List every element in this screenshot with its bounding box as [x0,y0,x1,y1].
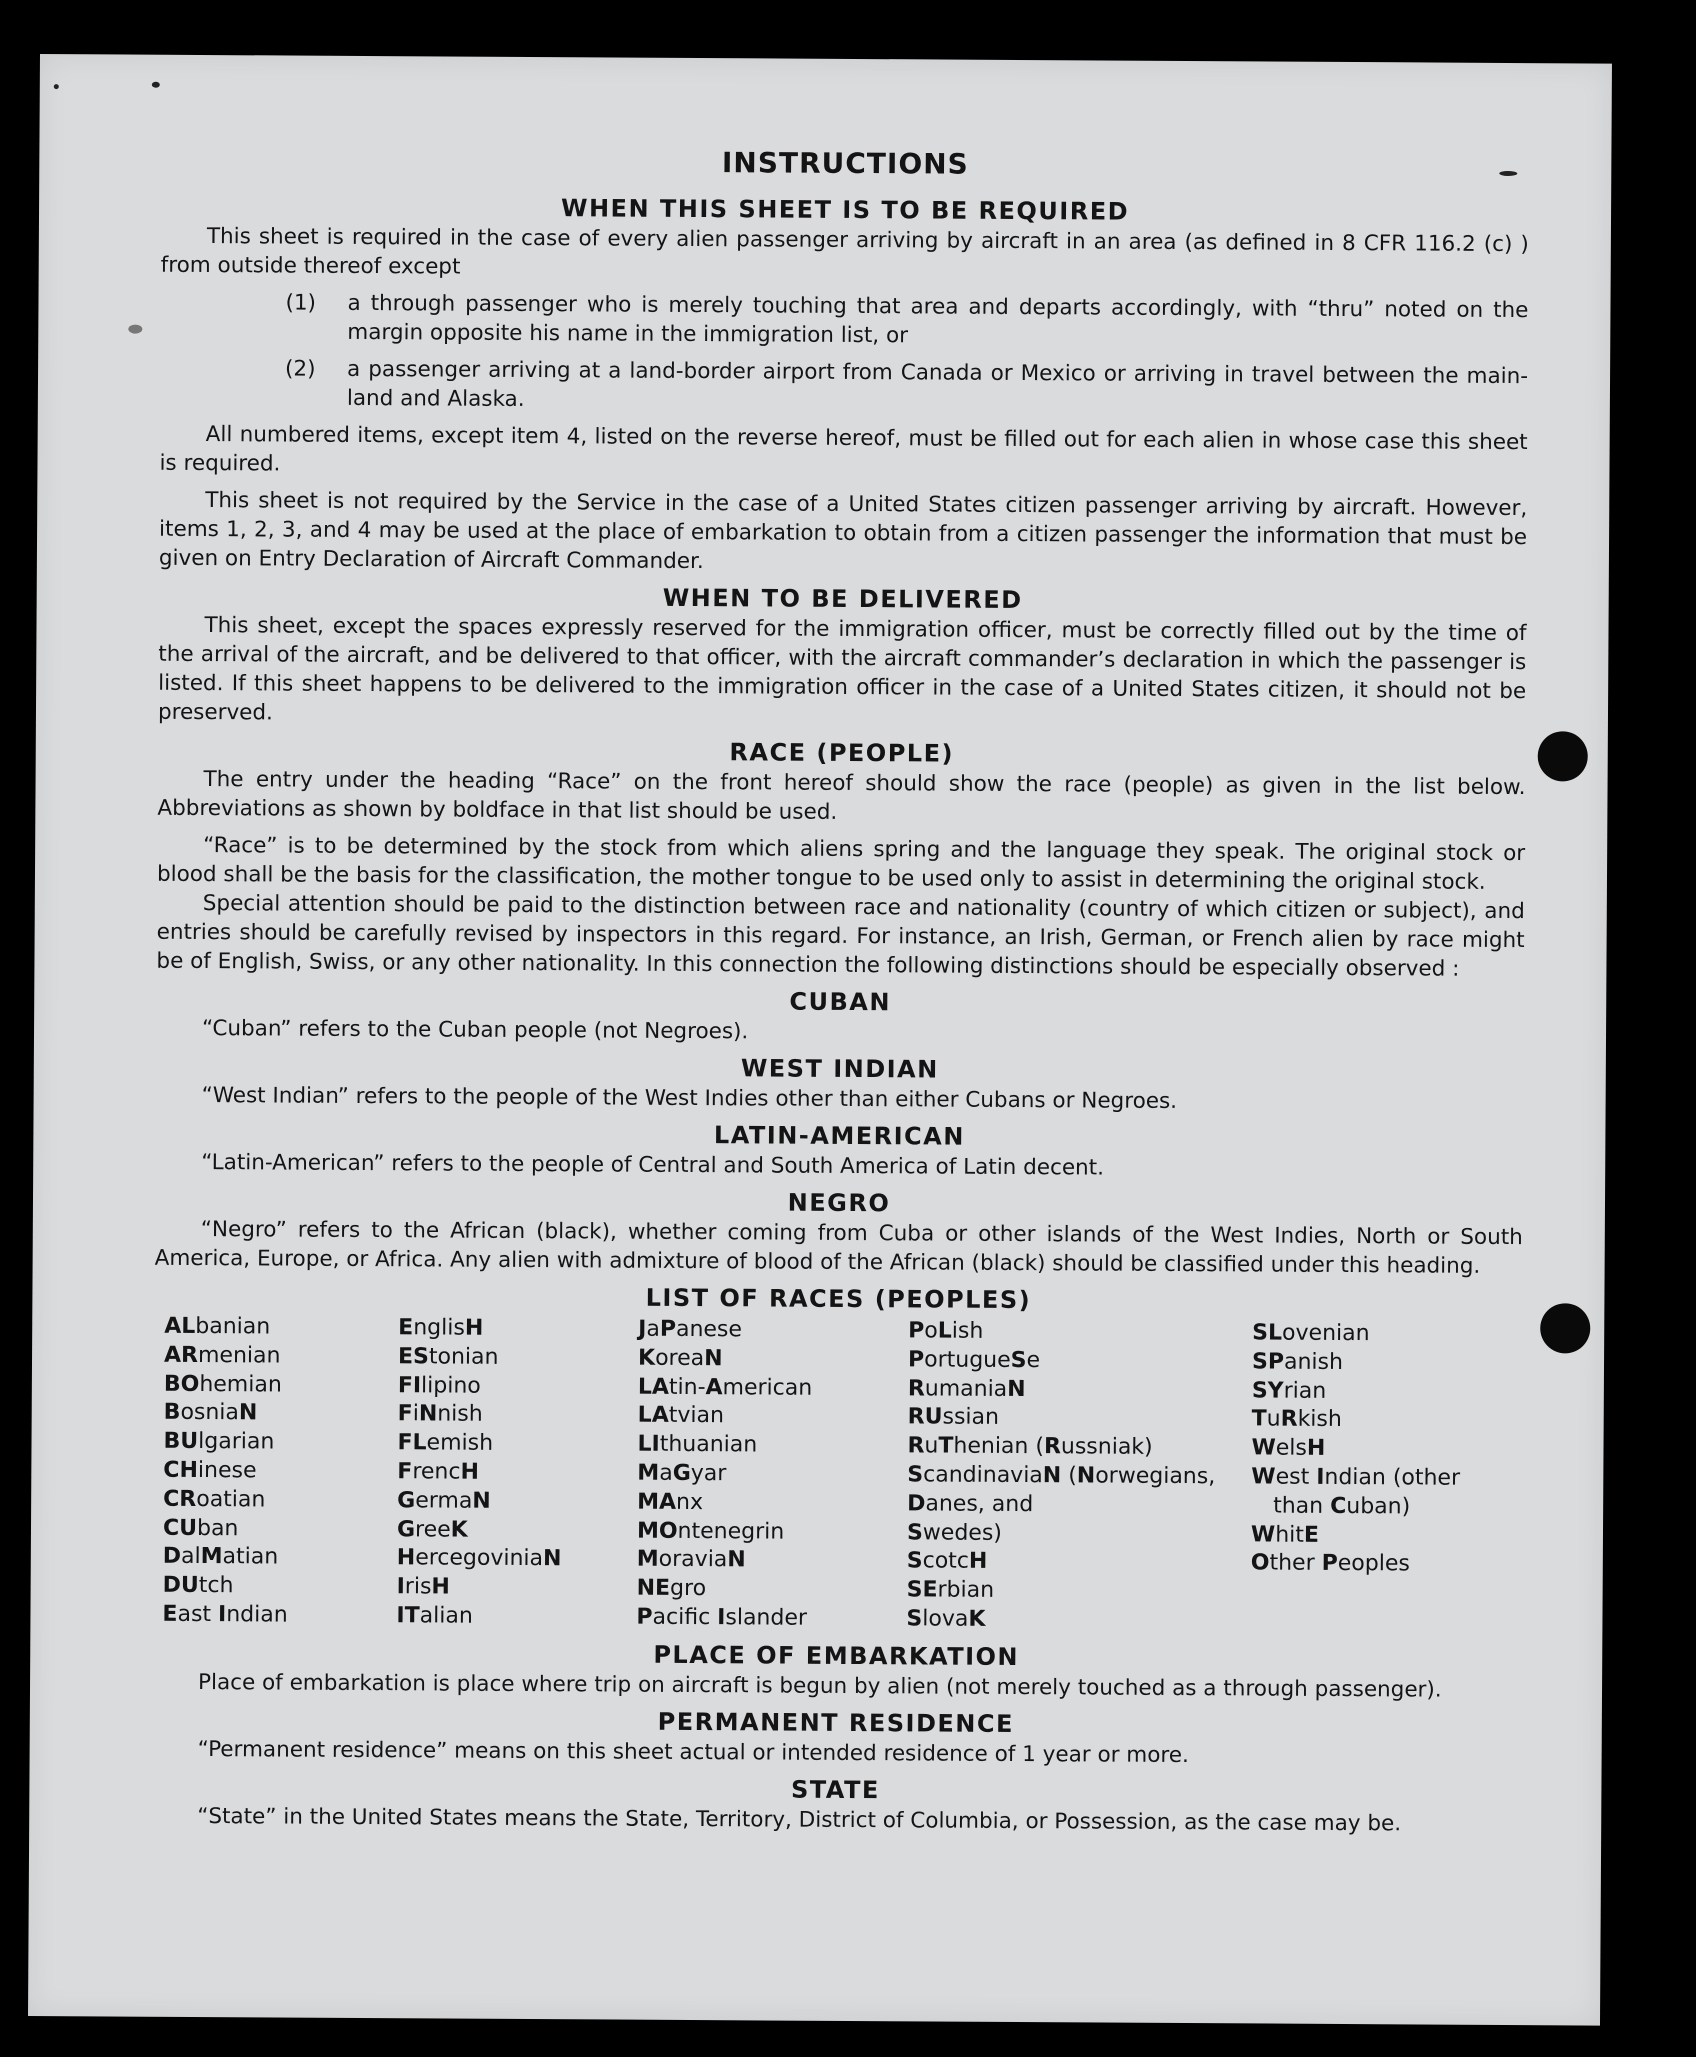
race-entry: NEgro [636,1575,707,1602]
race-entry: CRoatian [163,1486,266,1513]
paragraph: This sheet is required in the case of every alien passenger arriving by aircraft in an area (as defined in 8 CFR 116.2 (c) ) from outside thereof except [160,224,1529,280]
paragraph: The entry under the heading “Race” on the front hereof should show the race (people) as given in the list below. Abbreviations as shown by boldface in that list should be used. [157,767,1526,825]
page-title: INSTRUCTIONS [721,146,969,181]
race-entry: IrisH [396,1574,450,1600]
race-entry: FrencH [397,1459,480,1485]
race-entry: ALbanian [164,1313,271,1340]
race-entry: ScotcH [906,1548,988,1575]
paragraph: Special attention should be paid to the distinction between race and nationality (country of which citizen or subject), and entries should be carefully revised by inspectors in this regard. For instance, an Irish, German, or French alien by race might be of English, Swiss, or any other nationality. In this connection the following distinctions should be especially observed : [156,891,1525,982]
race-column [152,1313,398,1631]
paragraph: “Race” is to be determined by the stock from which aliens spring and the language they speak. The original stock or blood shall be the basis for the classification, the mother tongue to be used only to assist in determining the original stock. [156,833,1526,895]
heading-list-of-races: LIST OF RACES (PEOPLES) [645,1283,1032,1315]
list-item [285,355,1528,421]
race-entry: BosniaN [163,1400,258,1426]
heading-cuban: CUBAN [789,987,892,1017]
race-entry: RUssian [907,1404,1000,1431]
list-item [285,289,1528,355]
race-column [1250,1319,1512,1637]
race-entry: CUban [162,1515,239,1541]
race-entry: SlovaK [906,1606,986,1632]
race-entry: FIlipino [397,1372,481,1399]
race-column [396,1314,638,1632]
race-entry: FLemish [397,1430,494,1456]
race-entry: MAnx [637,1489,704,1515]
paragraph: This sheet, except the spaces expressly reserved for the immigration officer, must be correctly filled out by the time of the arrival of the aircraft, and be delivered to that officer, with the aircraft commander’s declaration in which the passenger is listed. If this sheet happens to be delivered to the immigration officer in the case of a United States citizen, it should not be preserved. [157,613,1527,726]
race-entry: GermaN [397,1487,491,1514]
race-entry: HercegoviniaN [396,1545,562,1572]
race-entry: JaPanese [638,1316,743,1343]
race-entry: BOhemian [163,1371,282,1398]
race-entry: EStonian [397,1344,499,1370]
heading-race: RACE (PEOPLE) [729,738,955,768]
race-entry: Other Peoples [1250,1550,1410,1577]
punch-hole [1540,1303,1590,1353]
paragraph: “West Indian” refers to the people of the West Indies other than either Cubans or Negroes. [201,1083,1178,1114]
speck [54,84,59,89]
speck [128,325,142,334]
race-entry: FiNnish [397,1401,483,1428]
heading-when-delivered: WHEN TO BE DELIVERED [662,583,1023,615]
race-entry: DUtch [162,1572,234,1599]
race-column [636,1316,908,1634]
race-entry: PortugueSe [907,1347,1041,1373]
race-column [906,1317,1252,1636]
race-entry: SYrian [1251,1378,1327,1404]
race-entry: MoraviaN [636,1547,746,1573]
heading-negro: NEGRO [787,1188,891,1218]
speck [152,82,160,88]
item-text: a passenger arriving at a land-border airport from Canada or Mexico or arriving in travel between the main-land and Alaska. [346,356,1529,412]
race-entry: Danes, and [907,1491,1034,1517]
paragraph: All numbered items, except item 4, listed on the reverse hereof, must be filled out for each alien in whose case this sheet is required. [159,422,1528,477]
race-entry: EnglisH [398,1315,484,1341]
item-text: a through passenger who is merely touching that area and departs accordingly, with “thru” noted on the margin opposite his name in the immigration list, or [347,290,1529,349]
race-entry: Swedes) [906,1519,1002,1546]
race-entry: PoLish [908,1318,984,1344]
race-entry: LAtin-American [637,1374,813,1401]
paragraph: Place of embarkation is place where trip on aircraft is begun by alien (not merely touched as a through passenger). [197,1669,1442,1703]
race-entry: RumaniaN [907,1375,1026,1402]
race-entry: SPanish [1251,1349,1344,1375]
race-entry: SErbian [906,1577,995,1604]
race-entry: GreeK [396,1516,468,1543]
race-entry: BUlgarian [163,1428,275,1455]
heading-state: STATE [790,1775,880,1804]
race-entry: KoreaN [637,1345,723,1371]
item-number: (1) [285,290,317,316]
race-entry: SLovenian [1252,1320,1370,1347]
race-entry: WhitE [1250,1522,1320,1548]
instructions-text [151,145,1529,1839]
race-entry: CHinese [163,1457,257,1484]
race-entry: LAtvian [637,1403,725,1429]
paragraph: This sheet is not required by the Service in the case of a United States citizen passenger arriving by aircraft. However, items 1, 2, 3, and 4 may be used at the place of embarkation to obtain from a citizen passenger the information that must be given on Entry Declaration of Aircraft Commander. [158,488,1528,575]
race-entry: DalMatian [162,1544,279,1570]
paragraph: “Negro” refers to the African (black), whether coming from Cuba or other islands of the West Indies, North or South America, Europe, or Africa. Any alien with admixture of blood of the African (black) should be classified under this heading. [154,1217,1523,1279]
heading-latin-american: LATIN-AMERICAN [713,1121,965,1151]
document-page [28,54,1612,2026]
race-entry: RuThenian (Russniak) [907,1433,1153,1461]
punch-hole [1538,731,1588,781]
race-entry: ITalian [396,1603,473,1629]
race-entry: ScandinaviaN (Norwegians, [907,1462,1216,1490]
item-number: (2) [285,356,316,382]
race-entry: East Indian [162,1601,288,1628]
race-entry: LIthuanian [637,1431,758,1458]
heading-west-indian: WEST INDIAN [740,1054,939,1084]
paragraph: “Latin-American” refers to the people of Central and South America of Latin decent. [201,1150,1105,1181]
race-entry: TuRkish [1251,1406,1342,1433]
race-entry: MaGyar [637,1460,727,1487]
race-entry: West Indian (other [1251,1464,1461,1491]
race-entry: WelsH [1251,1435,1326,1462]
race-entry: Pacific Islander [636,1604,808,1631]
heading-permanent-residence: PERMANENT RESIDENCE [657,1707,1015,1738]
race-entry: MOntenegrin [636,1518,785,1545]
race-entry: ARmenian [163,1342,281,1369]
heading-embarkation: PLACE OF EMBARKATION [653,1640,1020,1671]
paragraph: “Cuban” refers to the Cuban people (not Negroes). [201,1016,749,1045]
paragraph: “Permanent residence” means on this sheet actual or intended residence of 1 year or more. [197,1736,1189,1768]
race-list [152,1313,1522,1638]
heading-when-required: WHEN THIS SHEET IS TO BE REQUIRED [560,194,1130,226]
race-entry: than Cuban) [1273,1493,1411,1520]
paragraph: “State” in the United States means the State, Territory, District of Columbia, or Possession, as the case may be. [197,1803,1402,1837]
